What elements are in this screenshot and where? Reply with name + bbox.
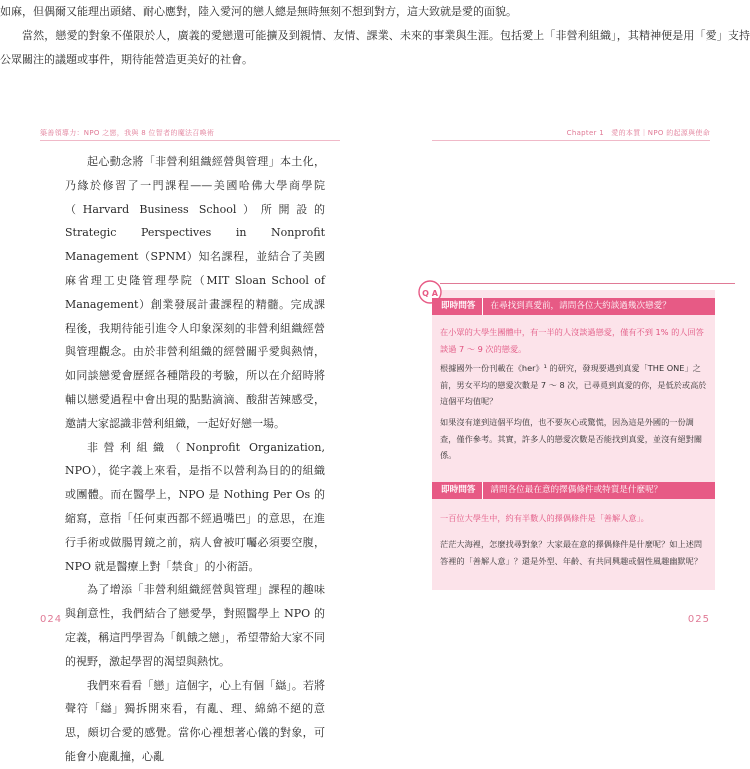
answer-highlight (440, 324, 708, 357)
answer-body (440, 360, 708, 410)
question-bar-1 (432, 298, 715, 315)
question-text: 在尋找到真愛前，請問各位大約談過幾次戀愛？ (490, 301, 671, 311)
answer-text: 如果沒有達到這個平均值，也不要灰心或驚慌，因為這是外國的一份調查，僅作參考。其實，許多人的戀愛次數是否能找到真愛，並沒有絕對關係。 (440, 417, 703, 460)
paragraph: 非營利組織（Nonprofit Organization, NPO），從字義上來看，是指不以營利為目的的組織或團體。而在醫學上，NPO 是 Nothing Per Os 的縮寫，意指「任何東西都不經過嘴巴」的意思，在進行手術或做腸胃鏡之前，病人會被叮囑必須要空腹，NPO 就是醫療上對「禁食」的小術語。 (65, 440, 325, 573)
left-page (0, 0, 375, 763)
left-header-rule (40, 140, 340, 141)
answer-text: 一百位大學生中，約有半數人的擇偶條件是「善解人意」。 (440, 513, 649, 523)
left-page-number: 024 (40, 614, 63, 625)
paragraph: 當然，戀愛的對象不僅限於人，廣義的愛戀還可能擴及到親情、友情、課業、未來的事業與生涯。包括愛上「非營利組織」，其精神便是用「愛」支持公眾關注的議題或事件，期待能營造更美好的社會。 (0, 28, 750, 66)
right-body-text (0, 0, 750, 71)
qa-divider (440, 283, 735, 284)
right-header-rule (432, 140, 710, 141)
question-tag: 即時問答 (432, 298, 483, 315)
left-running-head: 築善領導力：NPO 之戀，我與 8 位智者的魔法召喚術 (40, 129, 215, 137)
answer-body (440, 536, 708, 569)
paragraph-continuation: 如麻，但偶爾又能理出頭緒、耐心應對，陸入愛河的戀人總是無時無刻不想到對方，這大致就是愛的面貌。 (0, 5, 517, 18)
paragraph: 我們來看看「戀」這個字，心上有個「䜌」。若將聲符「䜌」獨拆開來看，有亂、理、綿綿不絕的意思，頗切合愛的感覺。當你心裡想著心儀的對象，可能會小鹿亂撞，心亂 (65, 678, 325, 763)
answer-text: 根據國外一份刊載在《her》¹ 的研究，發現要遇到真愛「THE ONE」之前，男女平均的戀愛次數是 7 ～ 8 次，已尋覓到真愛的你，是低於或高於這個平均值呢？ (440, 363, 707, 406)
paragraph: 起心動念將「非營利組織經營與管理」本土化，乃緣於修習了一門課程——美國哈佛大學商學院（Harvard Business School）所開設的 Strategic Perspectives in Nonprofit Management（SPNM）知名課程，並結合了美國麻省理工史隆管理學院（MIT Sloan School of Management）創業發展計畫課程的精髓。完成課程後，我期待能引進令人印象深刻的非營利組織經營與管理觀念。由於非營利組織的經營關乎愛與熱情，如同談戀愛會歷經各種階段的考驗，所以在介紹時將輔以戀愛過程中會出現的點點滴滴、酸甜苦辣感受，邀請大家認識非營利組織，一起好好戀一場。 (65, 155, 325, 430)
question-tag: 即時問答 (432, 482, 483, 499)
question-bar-2 (432, 482, 715, 499)
answer-text: 在小眾的大學生團體中，有一半的人沒談過戀愛，僅有不到 1% 的人回答談過 7 ～ 9 次的戀愛。 (440, 327, 704, 354)
question-text: 請問各位最在意的擇偶條件或特質是什麼呢？ (490, 485, 663, 495)
qa-badge-label: Q A (422, 289, 438, 298)
answer-text: 茫茫大海裡，怎麼找尋對象？大家最在意的擇偶條件是什麼呢？如上述問答裡的「善解人意」？還是外型、年齡、有共同興趣或個性風趣幽默呢？ (440, 539, 703, 566)
left-body-text (65, 150, 325, 769)
answer-highlight (440, 510, 708, 527)
answer-body (440, 414, 708, 464)
paragraph: 為了增添「非營利組織經營與管理」課程的趣味與創意性，我們結合了戀愛學，對照醫學上 NPO 的定義，稱這門學習為「飢餓之戀」，希望帶給大家不同的視野，激起學習的渴望與熱忱。 (65, 583, 325, 668)
right-page-number: 025 (687, 614, 710, 625)
right-running-head: Chapter 1 愛的本質｜NPO 的起源與使命 (566, 129, 710, 137)
